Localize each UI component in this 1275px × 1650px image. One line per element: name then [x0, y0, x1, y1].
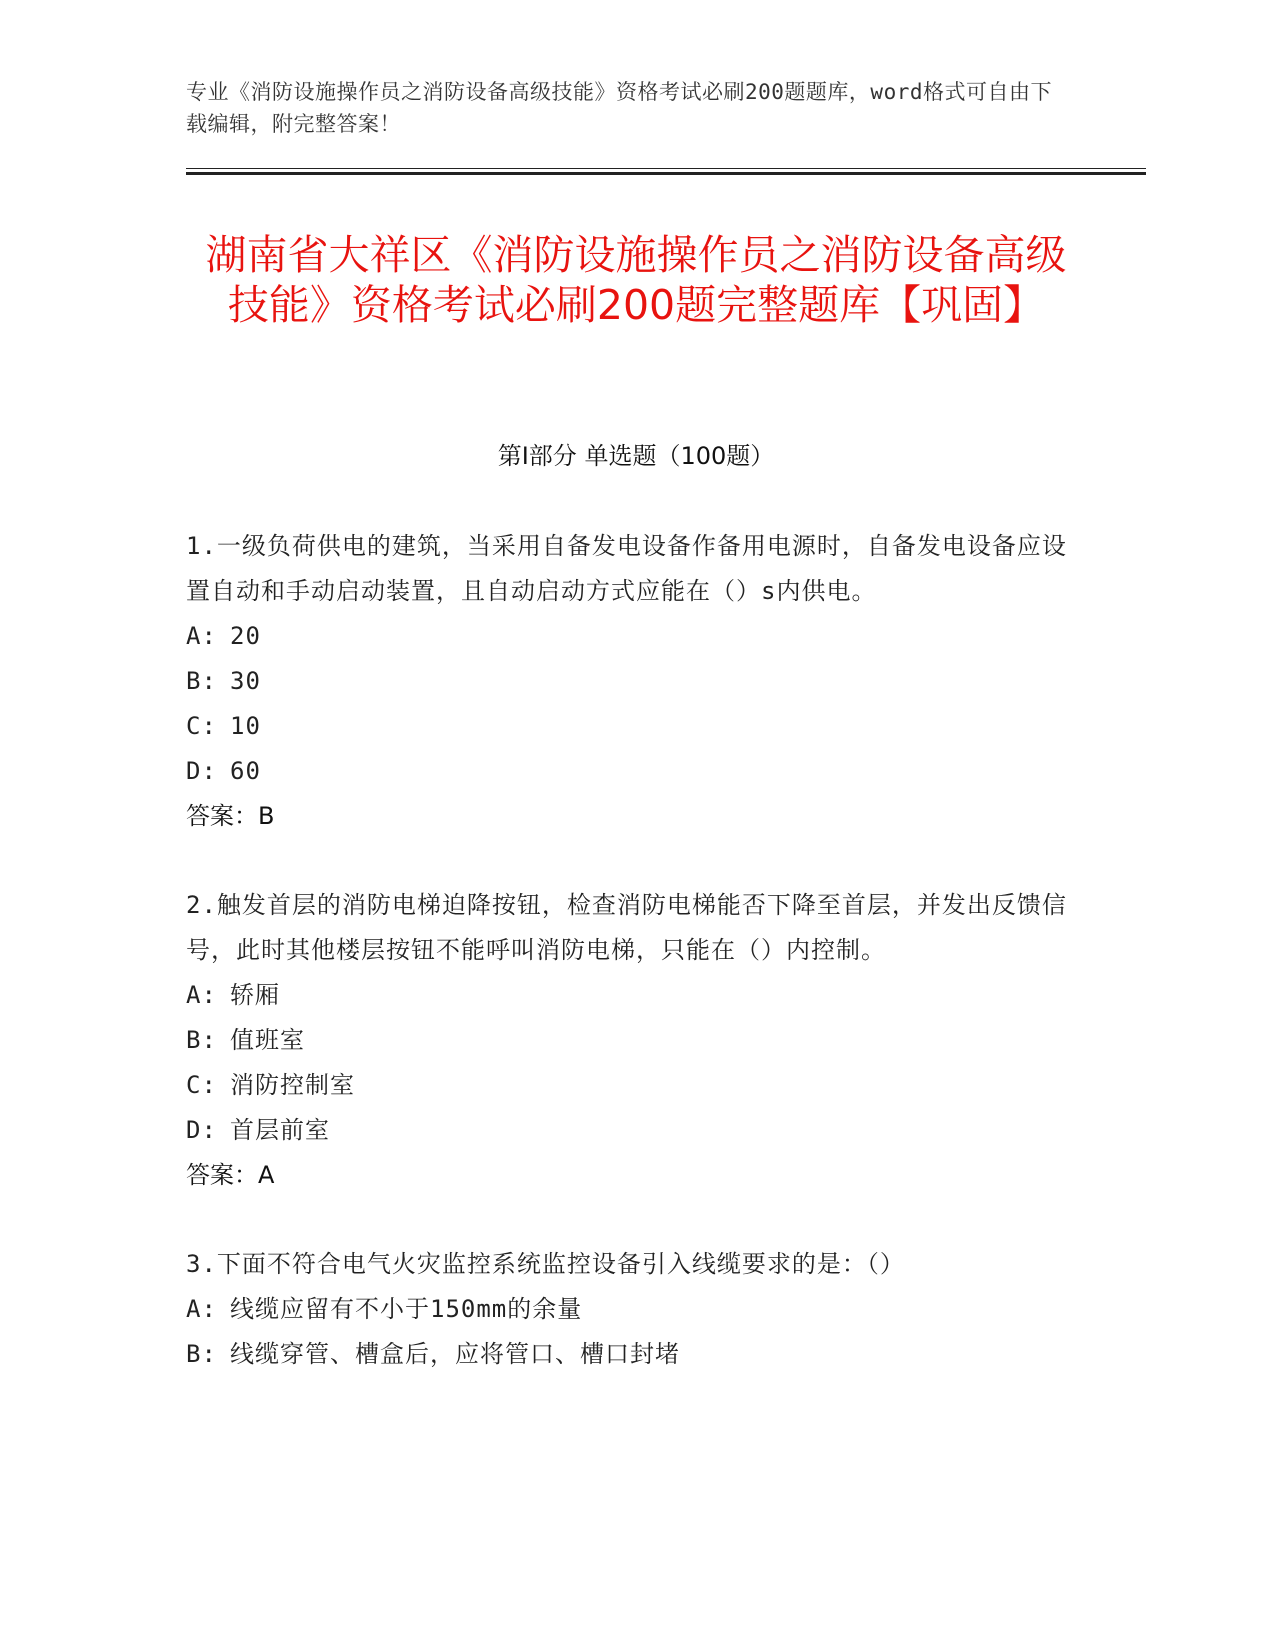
- option-d: [186, 749, 1086, 794]
- option-key: B:: [186, 1026, 217, 1054]
- document-title: 湖南省大祥区《消防设施操作员之消防设备高级技能》资格考试必刷200题完整题库【巩固】: [205, 231, 1067, 329]
- option-key: A:: [186, 981, 217, 1009]
- option-key: C:: [186, 1071, 217, 1099]
- option-key: D:: [186, 1116, 217, 1144]
- question-3: [186, 1242, 1086, 1377]
- option-b: [186, 1018, 1086, 1063]
- option-a: [186, 973, 1086, 1018]
- question-list: [186, 524, 1086, 1421]
- option-text: 线缆穿管、槽盒后，应将管口、槽口封堵: [230, 1340, 680, 1368]
- option-a: [186, 1287, 1086, 1332]
- option-text: 首层前室: [230, 1116, 330, 1144]
- header-rule-thin: [186, 168, 1146, 169]
- answer-line: 答案：B: [186, 802, 275, 830]
- option-c: [186, 704, 1086, 749]
- option-text: 60: [230, 757, 261, 785]
- option-text: 30: [230, 667, 261, 695]
- header-note: 专业《消防设施操作员之消防设备高级技能》资格考试必刷200题题库，word格式可自由下载编辑，附完整答案！: [186, 80, 1052, 136]
- option-key: B:: [186, 667, 217, 695]
- answer-line: 答案：A: [186, 1161, 275, 1189]
- option-a: [186, 614, 1086, 659]
- header-rule-thick: [186, 172, 1146, 175]
- option-b: [186, 659, 1086, 704]
- option-text: 10: [230, 712, 261, 740]
- option-text: 轿厢: [230, 981, 280, 1009]
- option-key: A:: [186, 622, 217, 650]
- question-stem: 1.一级负荷供电的建筑，当采用自备发电设备作备用电源时，自备发电设备应设置自动和手动启动装置，且自动启动方式应能在（）s内供电。: [186, 532, 1067, 605]
- option-key: D:: [186, 757, 217, 785]
- option-text: 20: [230, 622, 261, 650]
- option-text: 消防控制室: [230, 1071, 355, 1099]
- question-stem: 2.触发首层的消防电梯迫降按钮，检查消防电梯能否下降至首层，并发出反馈信号，此时其他楼层按钮不能呼叫消防电梯，只能在（）内控制。: [186, 891, 1067, 964]
- option-b: [186, 1332, 1086, 1377]
- question-1: [186, 524, 1086, 839]
- section-heading: 第Ⅰ部分 单选题（100题）: [497, 442, 775, 470]
- option-c: [186, 1063, 1086, 1108]
- option-key: C:: [186, 712, 217, 740]
- option-text: 值班室: [230, 1026, 305, 1054]
- option-key: A:: [186, 1295, 217, 1323]
- question-stem: 3.下面不符合电气火灾监控系统监控设备引入线缆要求的是：（）: [186, 1250, 905, 1278]
- question-2: [186, 883, 1086, 1198]
- option-key: B:: [186, 1340, 217, 1368]
- option-text: 线缆应留有不小于150mm的余量: [230, 1295, 583, 1323]
- option-d: [186, 1108, 1086, 1153]
